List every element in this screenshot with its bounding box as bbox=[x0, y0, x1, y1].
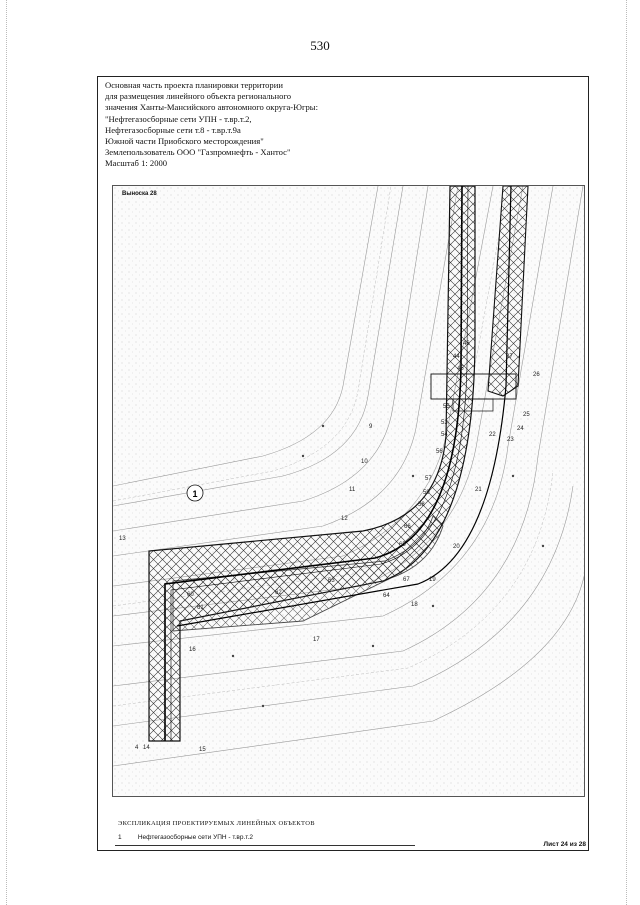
point-label-14: 14 bbox=[143, 745, 150, 751]
map-frame bbox=[112, 185, 585, 797]
left-margin-line bbox=[6, 0, 7, 905]
title-line: "Нефтегазосборные сети УПН - т.вр.т.2, bbox=[105, 113, 252, 124]
object-marker-label: 1 bbox=[192, 489, 198, 499]
point-label-23: 23 bbox=[507, 437, 514, 443]
planning-map bbox=[113, 186, 585, 797]
point-label-24: 24 bbox=[517, 426, 524, 432]
point-label-61: 61 bbox=[197, 605, 204, 611]
title-line: Нефтегазосборные сети т.8 - т.вр.т.9а bbox=[105, 124, 241, 135]
legend-row-name: Нефтегазосборные сети УПН - т.вр.т.2 bbox=[137, 834, 253, 841]
point-label-55: 55 bbox=[443, 404, 450, 410]
point-label-19: 19 bbox=[429, 577, 436, 583]
point-label-65: 65 bbox=[399, 542, 406, 548]
point-label-9: 9 bbox=[369, 424, 373, 430]
point-label-15: 15 bbox=[199, 747, 206, 753]
point-label-54: 54 bbox=[441, 432, 448, 438]
title-line: для размещения линейного объекта регионального bbox=[105, 91, 292, 102]
point-label-13: 13 bbox=[119, 536, 126, 542]
point-label-20: 20 bbox=[453, 544, 460, 550]
point-label-66: 66 bbox=[404, 524, 411, 530]
point-label-16: 16 bbox=[189, 647, 196, 653]
title-block bbox=[105, 80, 405, 170]
legend-row-number: 1 bbox=[118, 834, 122, 841]
point-label-10: 10 bbox=[361, 459, 368, 465]
point-label-63: 63 bbox=[328, 578, 335, 584]
point-label-18: 18 bbox=[411, 602, 418, 608]
point-label-56: 56 bbox=[436, 449, 443, 455]
legend-title: ЭКСПЛИКАЦИЯ ПРОЕКТИРУЕМЫХ ЛИНЕЙНЫХ ОБЪЕКТОВ bbox=[118, 820, 315, 827]
point-label-12: 12 bbox=[341, 516, 348, 522]
point-label-27: 27 bbox=[506, 354, 513, 360]
title-line: Основная часть проекта планировки территории bbox=[105, 80, 283, 90]
page-number: 530 bbox=[310, 38, 330, 53]
point-label-53: 53 bbox=[441, 420, 448, 426]
point-label-25: 25 bbox=[523, 412, 530, 418]
title-line: Южной части Приобского месторождения" bbox=[105, 136, 264, 147]
point-label-4: 4 bbox=[135, 745, 139, 751]
point-label-46: 46 bbox=[463, 341, 470, 347]
legend-divider bbox=[115, 845, 415, 846]
point-label-44: 44 bbox=[453, 354, 460, 360]
point-label-17: 17 bbox=[313, 637, 320, 643]
point-label-26: 26 bbox=[533, 372, 540, 378]
title-line: Землепользователь ООО "Газпромнефть - Хантос" bbox=[105, 147, 291, 158]
title-line: значения Ханты-Мансийского автономного округа-Югры: bbox=[105, 102, 318, 113]
sheet-label: Лист 24 из 28 bbox=[543, 841, 586, 848]
point-label-11: 11 bbox=[349, 487, 356, 493]
point-label-57: 57 bbox=[425, 476, 432, 482]
legend-row bbox=[118, 834, 253, 841]
point-label-67: 67 bbox=[403, 577, 410, 583]
right-margin-line bbox=[626, 0, 627, 905]
point-label-60: 60 bbox=[187, 592, 194, 598]
callout-label: Выноска 28 bbox=[122, 191, 157, 197]
point-label-22: 22 bbox=[489, 432, 496, 438]
point-label-45: 45 bbox=[457, 366, 464, 372]
point-label-21: 21 bbox=[475, 487, 482, 493]
point-label-59: 59 bbox=[423, 490, 430, 496]
title-line: Масштаб 1: 2000 bbox=[105, 158, 168, 169]
point-label-64: 64 bbox=[383, 593, 390, 599]
point-label-58: 58 bbox=[418, 502, 425, 508]
point-label-62: 62 bbox=[275, 590, 282, 596]
